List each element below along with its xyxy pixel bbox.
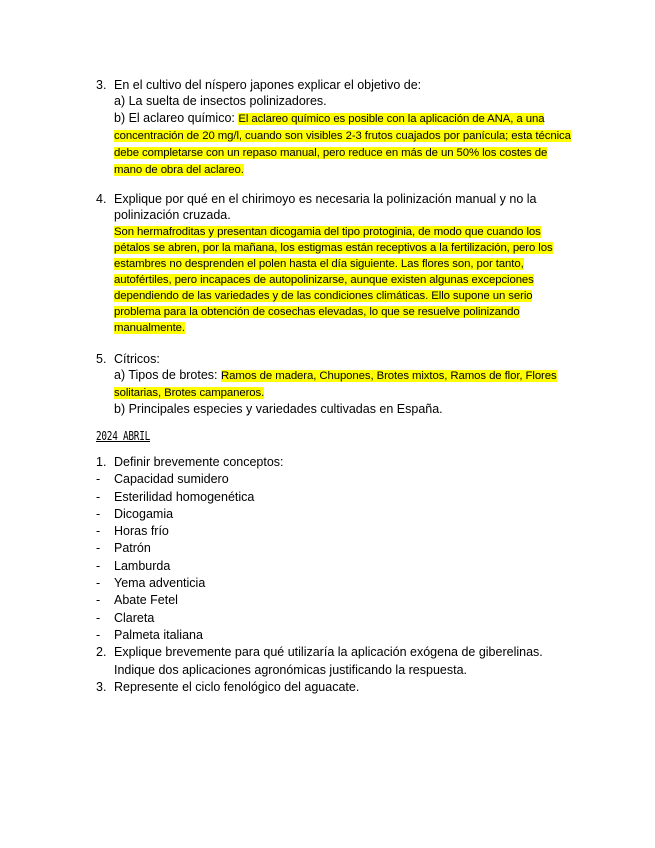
question-3-nispero [96, 77, 576, 178]
list-item: - Abate Fetel [96, 593, 178, 608]
question-number: 5. [96, 352, 107, 366]
question-5-citricos [96, 351, 576, 418]
question-number: 4. [96, 192, 107, 206]
subquestion-a-label: a) Tipos de brotes: [114, 368, 222, 383]
list-item: - Patrón [96, 541, 151, 556]
question-text: Represente el ciclo fenológico del aguacate. [114, 679, 360, 694]
exam-2024-question-2 [96, 644, 579, 679]
list-item: - Dicogamia [96, 506, 174, 521]
list-item: - Lamburda [96, 558, 171, 573]
list-item: - Capacidad sumidero [96, 472, 229, 487]
question-4-chirimoyo [96, 191, 576, 336]
question-number: 2. [96, 645, 107, 660]
question-text: Explique por qué en el chirimoyo es necesaria la polinización manual y no la polinización cruzada. [114, 192, 537, 223]
highlighted-answer: Son hermafroditas y presentan dicogamia del tipo protoginia, de modo que cuando los pétalos se abren, por la mañana, los estigmas están receptivos a la fertilización, pero los estambres no desprenden el polen hasta el día siguiente. Las flores son, por tanto, autofértiles, pero incapaces de autopolinizarse, aunque existen algunas excepciones dependiendo de las variedades y de las condiciones climáticas. Ello supone un serio problema para la obtención de cosechas elevadas, lo que se resuelve polinizando manualmente. [114, 225, 553, 334]
subquestion-a [114, 367, 576, 401]
list-item: - Yema adventicia [96, 576, 206, 591]
subquestion-b: b) Principales especies y variedades cultivadas en España. [114, 402, 443, 417]
question-text: Explique brevemente para qué utilizaría la aplicación exógena de giberelinas. Indique dos aplicaciones agronómicas justificando la respuesta. [114, 645, 543, 677]
section-heading-2024-abril: 2024 ABRIL [96, 429, 151, 443]
question-text: Cítricos: [114, 352, 160, 366]
highlighted-answer: El aclareo químico es posible con la aplicación de ANA, a una concentración de 20 mg/l, cuando son visibles 2-3 frutos cuajados por panícula; esta técnica debe completarse con un repaso manual, pero reduce en más de un 50% los costes de mano de obra del aclareo. [114, 112, 571, 176]
list-item: - Horas frío [96, 524, 169, 539]
subquestion-b [114, 110, 576, 178]
subquestion-b-label: b) El aclareo químico: [114, 110, 239, 125]
question-text: En el cultivo del níspero japones explicar el objetivo de: [114, 78, 422, 92]
question-text: Definir brevemente conceptos: [114, 455, 284, 469]
exam-2024-question-3 [96, 679, 576, 696]
question-number: 3. [96, 78, 107, 92]
list-item: - Esterilidad homogenética [96, 489, 255, 504]
question-number: 1. [96, 455, 107, 469]
highlighted-answer: Ramos de madera, Chupones, Brotes mixtos, Ramos de flor, Flores solitarias, Brotes campaneros. [114, 370, 557, 400]
list-item: - Palmeta italiana [96, 627, 203, 642]
subquestion-a: a) La suelta de insectos polinizadores. [114, 94, 327, 109]
exam-2024-question-1 [96, 454, 576, 696]
concepts-list [96, 471, 576, 644]
question-number: 3. [96, 679, 107, 694]
list-item: - Clareta [96, 610, 155, 625]
